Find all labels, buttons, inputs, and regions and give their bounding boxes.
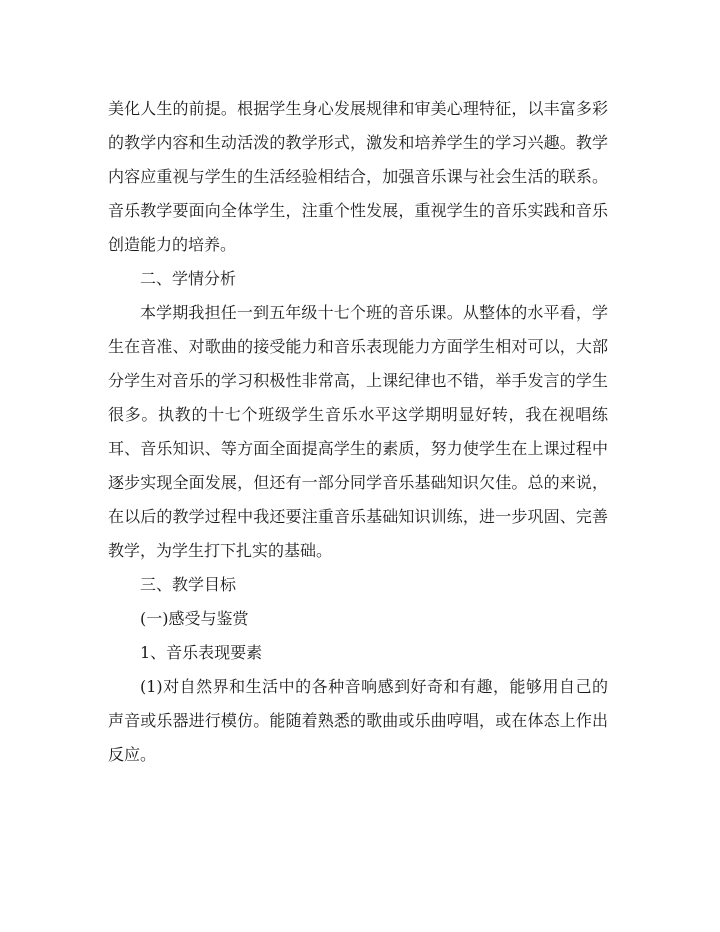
section-heading-student-analysis: 二、学情分析 xyxy=(140,269,237,288)
paragraph-item-1: (1)对自然界和生活中的各种音响感到好奇和有趣，能够用自己的声音或乐器进行模仿。能随着熟悉的歌曲或乐曲哼唱，或在体态上作出反应。 xyxy=(108,677,608,764)
subheading-music-elements: 1、音乐表现要素 xyxy=(140,643,263,662)
paragraph-student-analysis: 本学期我担任一到五年级十七个班的音乐课。从整体的水平看，学生在音准、对歌曲的接受能力和音乐表现能力方面学生相对可以，大部分学生对音乐的学习积极性非常高，上课纪律也不错，举手发言的学生很多。执教的十七个班级学生音乐水平这学期明显好转，我在视唱练耳、音乐知识、等方面全面提高学生的素质，努力使学生在上课过程中逐步实现全面发展，但还有一部分同学音乐基础知识欠佳。总的来说，在以后的教学过程中我还要注重音乐基础知识训练，进一步巩固、完善教学，为学生打下扎实的基础。 xyxy=(108,303,608,560)
paragraph-continuation: 美化人生的前提。根据学生身心发展规律和审美心理特征，以丰富多彩的教学内容和生动活泼的教学形式，激发和培养学生的学习兴趣。教学内容应重视与学生的生活经验相结合，加强音乐课与社会生活的联系。音乐教学要面向全体学生，注重个性发展，重视学生的音乐实践和音乐创造能力的培养。 xyxy=(108,99,608,254)
subheading-appreciation: (一)感受与鉴赏 xyxy=(140,609,249,628)
section-heading-teaching-goals: 三、教学目标 xyxy=(140,575,237,594)
document-body xyxy=(108,92,608,772)
